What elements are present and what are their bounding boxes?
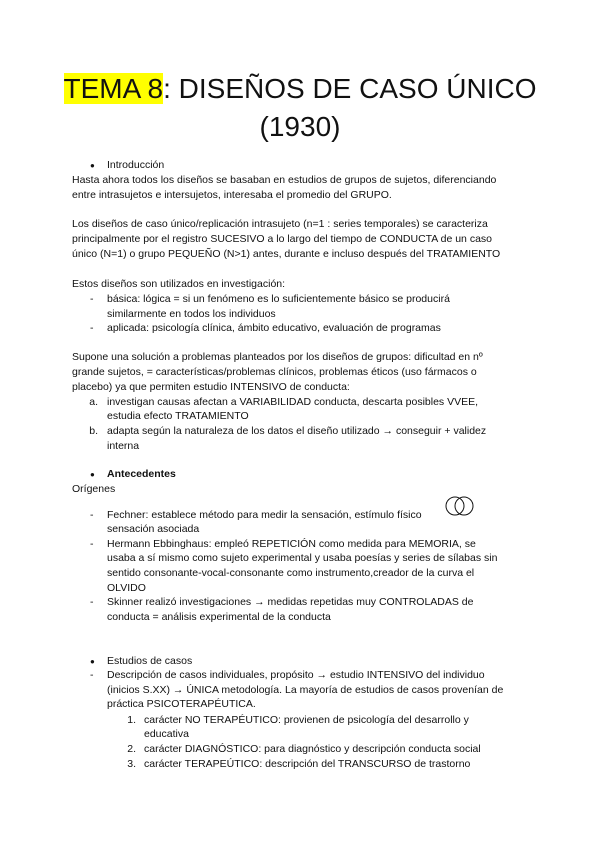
intro-p2-line: único (N=1) o grupo PEQUEÑO (N>1) antes, durante e incluso después del TRATAMIENTO [72, 248, 501, 260]
sublist-line: carácter TERAPEÚTICO: descripción del TRANSCURSO de trastorno [144, 758, 471, 770]
antecedente-line: Skinner realizó investigaciones → medidas repetidas muy CONTROLADAS de [107, 596, 474, 608]
intro-heading: Introducción [107, 159, 165, 171]
linked-circles-icon [443, 495, 477, 517]
dash-marker: - [90, 669, 94, 681]
bullet-icon: ● [90, 161, 95, 170]
antecedente-line: conducta = análisis experimental de la conducta [107, 611, 331, 623]
dash-marker: - [90, 596, 94, 608]
intro-p1-line: Hasta ahora todos los diseños se basaban en estudios de grupos de sujetos, diferenciando [72, 174, 497, 186]
estudios-line: (inicios S.XX) → ÚNICA metodología. La mayoría de estudios de casos provenían de [107, 684, 504, 696]
page-title-year: (1930) [259, 111, 341, 142]
page-title [0, 72, 600, 106]
list2-marker: b. [89, 425, 98, 437]
sublist-marker: 1. [127, 714, 136, 726]
antecedente-line: Fechner: establece método para medir la sensación, estímulo físico [107, 509, 422, 521]
sublist-line: carácter NO TERAPÉUTICO: provienen de psicología del desarrollo y [144, 714, 469, 726]
antecedente-line: OLVIDO [107, 582, 146, 594]
list2-item-line: interna [107, 440, 140, 452]
antecedente-line: sentido consonante-vocal-consonante como instrumento,creador de la curva el [107, 567, 475, 579]
intro-p1-line: entre intrasujetos e intersujetos, interesaba el promedio del GRUPO. [72, 189, 392, 201]
sublist-line: carácter DIAGNÓSTICO: para diagnóstico y descripción conducta social [144, 743, 481, 755]
bullet-icon: ● [90, 657, 95, 666]
estudios-line: Descripción de casos individuales, propósito → estudio INTENSIVO del individuo [107, 669, 485, 681]
list2-marker: a. [89, 396, 98, 408]
intro-p2-line: Los diseños de caso único/replicación intrasujeto (n=1 : series temporales) se caracteriza [72, 218, 488, 230]
intro-p2-line: principalmente por el registro SUCESIVO a lo largo del tiempo de CONDUCTA de un caso [72, 233, 492, 245]
estudios-heading: Estudios de casos [107, 655, 193, 667]
dash-marker: - [90, 322, 94, 334]
dash-marker: - [90, 293, 94, 305]
estudios-line: práctica PSICOTERAPÉUTICA. [107, 698, 256, 710]
antecedente-line: Hermann Ebbinghaus: empleó REPETICIÓN como medida para MEMORIA, se [107, 538, 476, 550]
sublist-marker: 3. [127, 758, 136, 770]
list2-item-line: estudia efecto TRATAMIENTO [107, 410, 249, 422]
title-text: : DISEÑOS DE CASO ÚNICO [163, 73, 537, 104]
sublist-marker: 2. [127, 743, 136, 755]
bullet-icon: ● [90, 470, 95, 479]
title-highlight: TEMA 8 [63, 73, 164, 104]
antecedentes-heading: Antecedentes [107, 468, 176, 480]
antecedente-line: sensación asociada [107, 523, 200, 535]
dash-marker: - [90, 509, 94, 521]
sublist-line: educativa [144, 728, 189, 740]
dash-marker: - [90, 538, 94, 550]
intro-p4-line: grande sujetos, = características/problemas clínicos, problemas éticos (uso fármacos o [72, 366, 477, 378]
list1-item-line: básica: lógica = si un fenómeno es lo suficientemente básico se producirá [107, 293, 450, 305]
list2-item-line: adapta según la naturaleza de los datos el diseño utilizado → conseguir + validez [107, 425, 487, 437]
list1-item-line: similarmente en todos los individuos [107, 308, 276, 320]
list2-item-line: investigan causas afectan a VARIABILIDAD conducta, descarta posibles VVEE, [107, 396, 479, 408]
intro-p3: Estos diseños son utilizados en investigación: [72, 278, 286, 290]
intro-p4-line: Supone una solución a problemas planteados por los diseños de grupos: dificultad en nº [72, 351, 483, 363]
antecedente-line: usaba a sí mismo como sujeto experimental y usaba poesías y series de sílabas sin [107, 552, 498, 564]
intro-p4-line: placebo) ya que permiten estudio INTENSIVO de conducta: [72, 381, 350, 393]
list1-item-line: aplicada: psicología clínica, ámbito educativo, evaluación de programas [107, 322, 441, 334]
origenes-subheading: Orígenes [72, 483, 116, 495]
